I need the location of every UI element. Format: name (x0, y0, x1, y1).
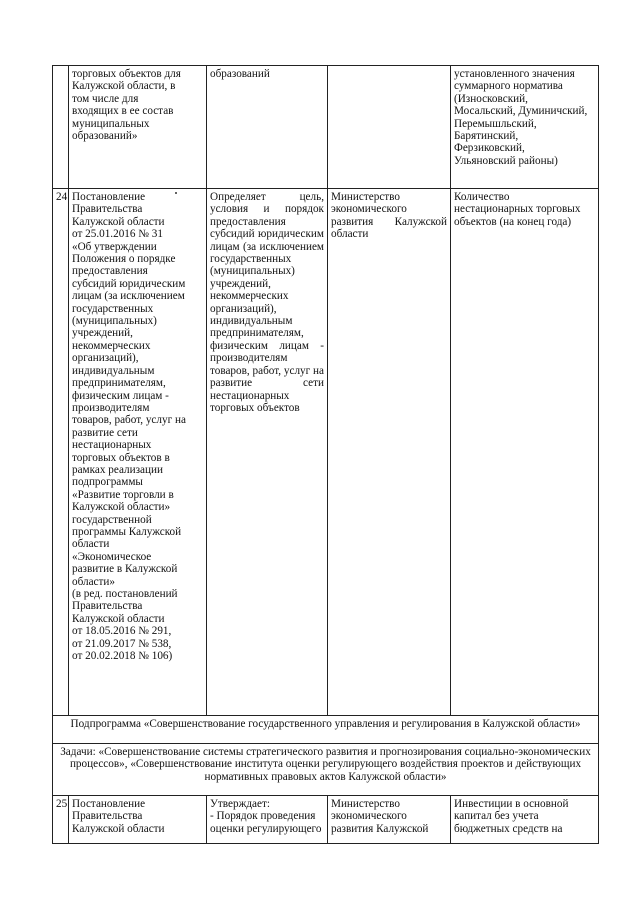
indicator-cell: Инвестиции в основной капитал без учета бюджетных средств на (451, 796, 599, 844)
tasks-text: Задачи: «Совершенствование системы стратегического развития и прогнозирования социально-экономических процессов», «Совершенствование института оценки регулирующего воздействия проектов и действующих нормативных правовых актов Калужской области» (53, 744, 599, 796)
table-row-25 (53, 796, 599, 844)
description-cell: образований (207, 66, 328, 189)
document-cell: торговых объектов для Калужской области, в том числе для входящих в ее состав муниципальных образований» (69, 66, 207, 189)
executor-cell: Министерство экономического развития Калужской (328, 796, 451, 844)
indicator-cell: Количество нестационарных торговых объектов (на конец года) (451, 189, 599, 716)
table-row-continued (53, 66, 599, 189)
document-cell: Постановление Правительства Калужской области от 25.01.2016 № 31 «Об утверждении Положения о порядке предоставления субсидий юридическим лицам (за исключением государственных (муниципальных) учреждений, некоммерческих организаций), индивидуальным предпринимателям, физическим лицам - производителям товаров, работ, услуг на развитие сети нестационарных торговых объектов в рамках реализации подпрограммы «Развитие торговли в Калужской области» государственной программы Калужской области «Экономическое развитие в Калужской области» (в ред. постановлений Правительства Калужской области от 18.05.2016 № 291, от 21.09.2017 № 538, от 20.02.2018 № 106) (69, 189, 207, 716)
tasks-row (53, 744, 599, 796)
subprogram-row (53, 716, 599, 744)
indicator-cell: установленного значения суммарного норматива (Износковский, Мосальский, Думиничский, Перемышльский, Барятинский, Ферзиковский, Ульяновский районы) (451, 66, 599, 189)
scan-speck (175, 192, 177, 194)
description-cell: Определяет цель, условия и порядок предоставления субсидий юридическим лицам (за исключением государственных (муниципальных) учреждений, некоммерческих организаций), индивидуальным предпринимателям, физическим лицам - производителям товаров, работ, услуг на развитие сети нестационарных торговых объектов (207, 189, 328, 716)
row-number (53, 66, 69, 189)
row-number: 24 (53, 189, 69, 716)
executor-cell (328, 66, 451, 189)
executor-cell: Министерство экономического развития Калужской области (328, 189, 451, 716)
subprogram-title: Подпрограмма «Совершенствование государственного управления и регулирования в Калужской области» (53, 716, 599, 744)
description-cell: Утверждает: - Порядок проведения оценки регулирующего (207, 796, 328, 844)
document-cell: Постановление Правительства Калужской области (69, 796, 207, 844)
table-row-24 (53, 189, 599, 716)
row-number: 25 (53, 796, 69, 844)
regulations-table (52, 65, 599, 844)
